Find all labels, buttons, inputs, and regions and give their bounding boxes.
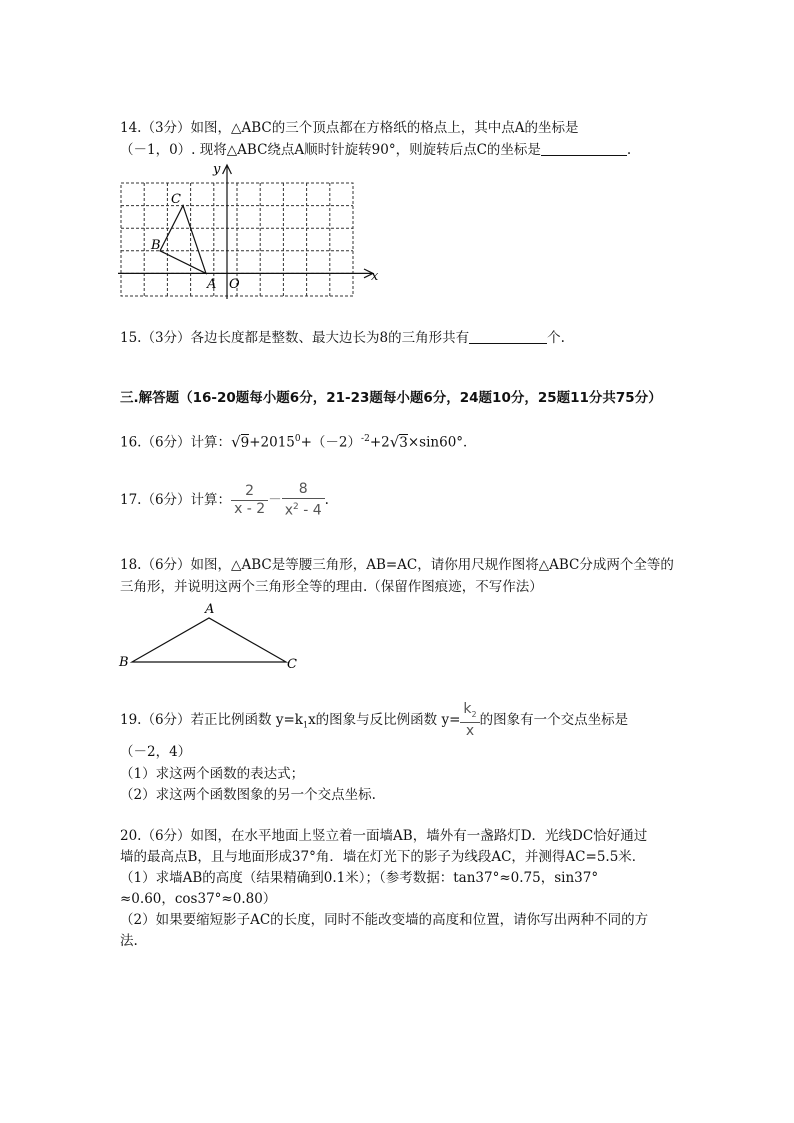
q17-line	[120, 480, 329, 520]
q19-frac-numerator	[460, 701, 479, 724]
q14-label-b: B	[151, 238, 161, 253]
q15-end: 个.	[547, 330, 565, 346]
q19-frac-denominator: x	[465, 723, 475, 740]
q18-line2: 三角形，并说明这两个三角形全等的理由.（保留作图痕迹，不写作法）	[120, 579, 543, 595]
q19-line1	[120, 700, 628, 740]
q16-sqrt	[231, 432, 250, 451]
q20-line4: ≈0.60，cos37°≈0.80）	[120, 891, 277, 907]
q17-end: .	[324, 492, 329, 508]
q16-exp0: 0	[294, 434, 301, 444]
q16-prefix: 16.（6分）计算：	[120, 434, 232, 451]
q14-label-y: y	[213, 162, 221, 177]
q19-line1-b: x的图象与反比例函数 y=	[308, 712, 461, 728]
radical-sign-icon: √	[389, 432, 400, 451]
q16-line	[120, 430, 477, 452]
q17-f2-numerator: 8	[282, 481, 325, 499]
q14-line2-text: （－1，0）. 现将△ABC绕点A顺时针旋转90°，则旋转后点C的坐标是	[120, 142, 541, 158]
q14-line1: 14.（3分）如图，△ABC的三个顶点都在方格纸的格点上，其中点A的坐标是	[120, 120, 579, 136]
q14-label-o: O	[229, 277, 240, 292]
q17-f1-denominator: x - 2	[234, 501, 266, 517]
q14-answer-blank[interactable]	[541, 141, 627, 156]
q14-line2	[120, 141, 631, 159]
q19-frac-num-sub: 2	[471, 709, 477, 719]
q19-frac-num-base: k	[463, 700, 472, 717]
q16-sqrt2	[389, 432, 408, 451]
q16-rad2: 3	[399, 434, 408, 451]
q18-line1: 18.（6分）如图，△ABC是等腰三角形，AB=AC，请你用尺规作图将△ABC分成两个全等的	[120, 557, 674, 573]
q18-label-a: A	[205, 602, 215, 617]
q18-label-c: C	[287, 657, 297, 672]
q19-line2: （－2，4）	[120, 744, 192, 760]
q14-label-x: x	[371, 269, 379, 284]
q19-sub1: 1	[302, 720, 309, 730]
q16-part3: +（－2）	[300, 434, 362, 451]
section3-heading: 三.解答题（16-20题每小题6分，21-23题每小题6分，24题10分，25题11分共75分）	[120, 390, 662, 406]
q19-line1-c: 的图象有一个交点坐标是	[479, 712, 629, 728]
q19-line1-a: 19.（6分）若正比例函数 y=k	[120, 712, 303, 728]
q17-f2-den-rest: - 4	[298, 502, 322, 519]
q15-line	[120, 329, 565, 347]
q17-prefix: 17.（6分）计算：	[120, 492, 232, 508]
q17-f2-denominator	[282, 499, 325, 520]
q18-label-b: B	[119, 655, 129, 670]
q18-triangle-figure	[115, 598, 305, 670]
q20-line6: 法.	[120, 933, 138, 949]
q19-line3: （1）求这两个函数的表达式；	[120, 766, 305, 782]
q14-label-c: C	[171, 192, 181, 207]
q16-rad1: 9	[240, 434, 250, 451]
q16-part5: ×sin60°．	[407, 434, 477, 451]
q20-line3: （1）求墙AB的高度（结果精确到0.1米）；（参考数据：tan37°≈0.75，sin37°	[120, 870, 599, 886]
q17-fraction-1	[231, 483, 268, 518]
q20-line5: （2）如果要缩短影子AC的长度，同时不能改变墙的高度和位置，请你写出两种不同的方	[120, 912, 649, 928]
q18-triangle-abc	[132, 618, 286, 662]
q20-line1: 20.（6分）如图，在水平地面上竖立着一面墙AB，墙外有一盏路灯D．光线DC恰好通过	[120, 828, 648, 844]
q16-part2: +2015	[249, 434, 295, 451]
q17-f2-den-base: x	[284, 502, 294, 519]
q14-triangle-abc	[160, 206, 206, 274]
q17-f1-numerator: 2	[231, 483, 268, 501]
q17-minus: －	[268, 492, 282, 508]
q17-f2-den-exp: 2	[293, 502, 299, 513]
q19-fraction	[460, 701, 479, 741]
radical-sign-icon: √	[231, 432, 241, 451]
q17-fraction-2	[282, 481, 325, 520]
q15-answer-blank[interactable]	[469, 329, 547, 344]
q15-text: 15.（3分）各边长度都是整数、最大边长为8的三角形共有	[120, 330, 470, 346]
q20-line2: 墙的最高点B，且与地面形成37°角．墙在灯光下的影子为线段AC，并测得AC=5.5米．	[120, 849, 646, 865]
q19-line4: （2）求这两个函数图象的另一个交点坐标.	[120, 787, 376, 803]
q16-exp-neg2: -2	[361, 434, 370, 444]
q14-label-a: A	[207, 277, 217, 292]
q14-end: .	[626, 142, 632, 158]
q14-grid-figure	[116, 158, 386, 300]
q16-part4: +2	[369, 434, 390, 451]
